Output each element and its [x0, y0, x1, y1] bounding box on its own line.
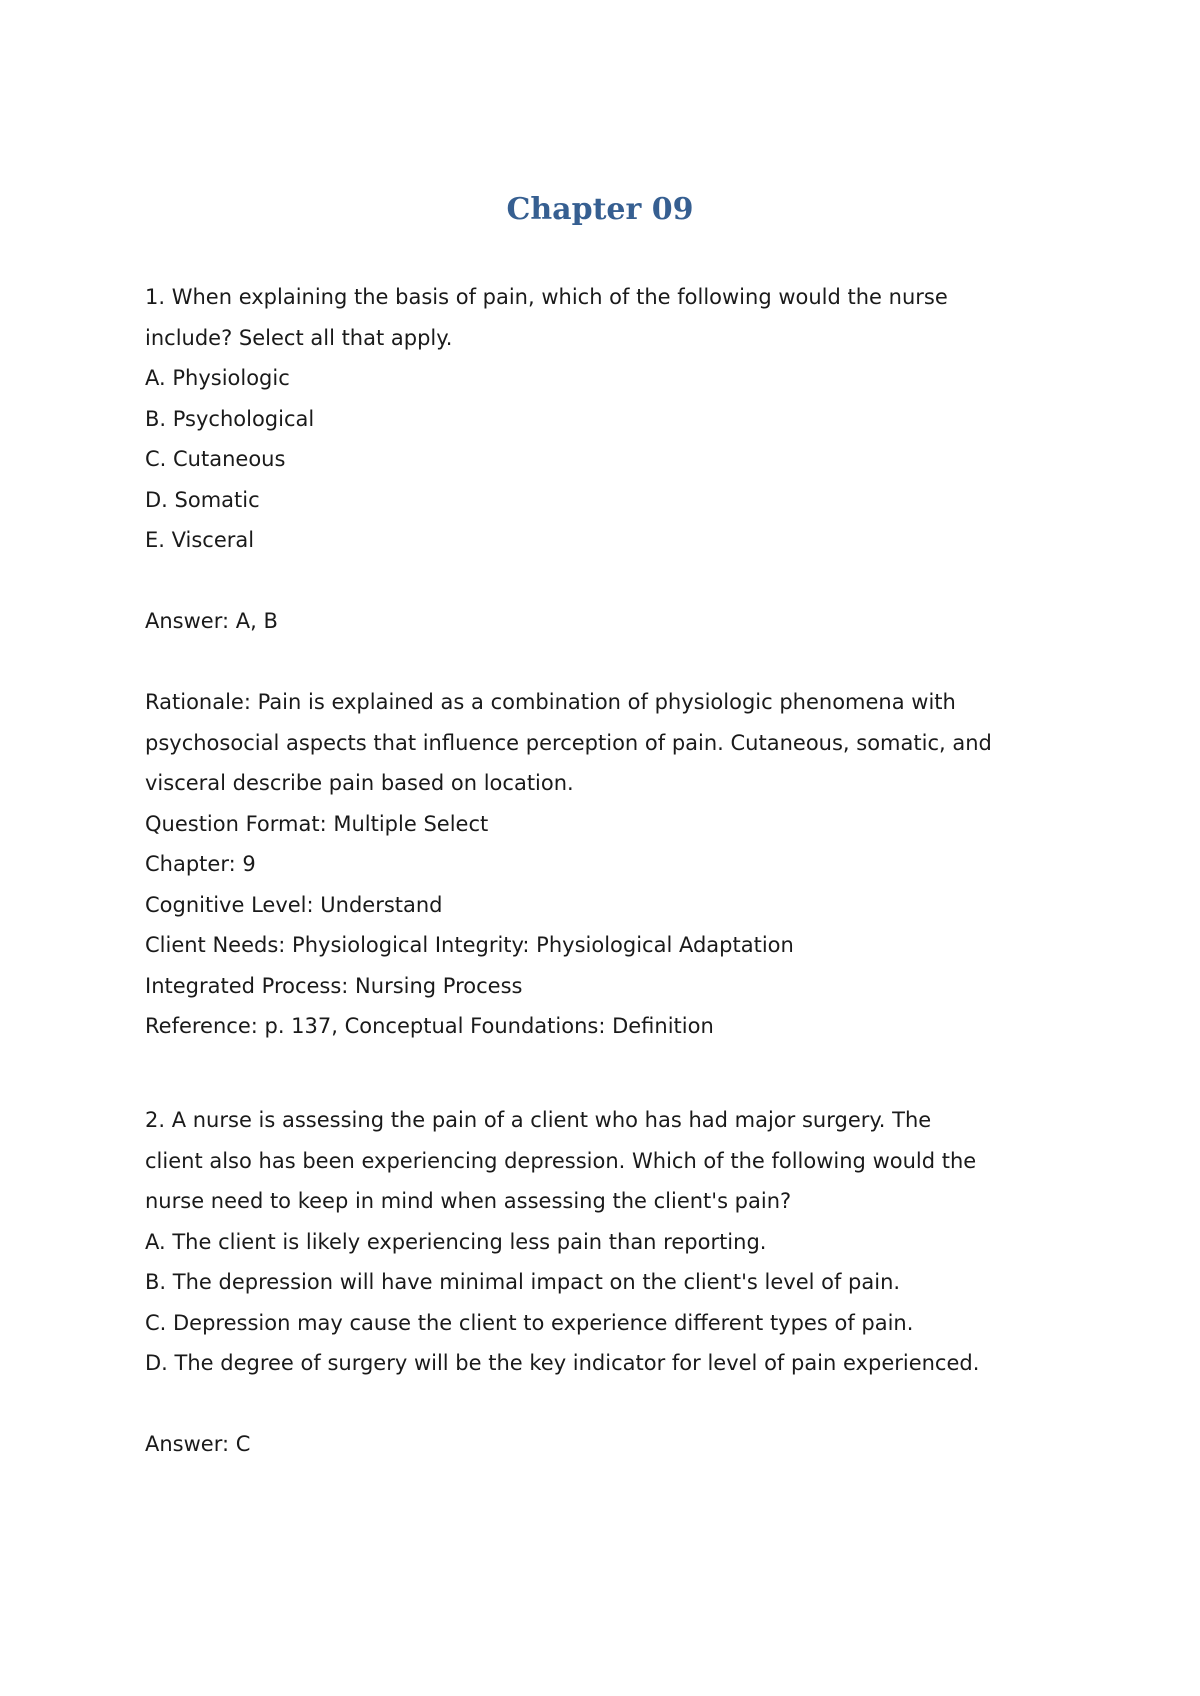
question-1-option-b: B. Psychological [145, 406, 315, 431]
question-1-option-a: A. Physiologic [145, 366, 290, 390]
question-2-option-c: C. Depression may cause the client to experience different types of pain. [145, 1310, 914, 1335]
question-1-stem-line: include? Select all that apply. [145, 325, 453, 350]
question-1-answer: Answer: A, B [145, 609, 278, 633]
question-2-option-b: B. The depression will have minimal impact on the client's level of pain. [145, 1270, 901, 1294]
question-1-rationale-line: psychosocial aspects that influence perception of pain. Cutaneous, somatic, and [145, 730, 992, 755]
question-1-option-c: C. Cutaneous [145, 447, 286, 471]
question-2-stem-line: nurse need to keep in mind when assessing the client's pain? [145, 1189, 792, 1213]
question-2-option-d: D. The degree of surgery will be the key indicator for level of pain experienced. [145, 1351, 980, 1375]
question-2 [145, 1100, 1065, 1465]
question-1-option-e: E. Visceral [145, 528, 255, 552]
question-1-format: Question Format: Multiple Select [145, 811, 489, 836]
question-1-cognitive-level: Cognitive Level: Understand [145, 892, 443, 917]
question-1 [145, 277, 1065, 1047]
question-1-client-needs: Client Needs: Physiological Integrity: Physiological Adaptation [145, 933, 794, 957]
question-1-rationale-line: visceral describe pain based on location. [145, 771, 574, 795]
question-1-stem-line: 1. When explaining the basis of pain, which of the following would the nurse [145, 285, 948, 309]
question-2-stem-line: client also has been experiencing depression. Which of the following would the [145, 1148, 977, 1173]
question-1-integrated-process: Integrated Process: Nursing Process [145, 973, 523, 998]
question-1-chapter: Chapter: 9 [145, 852, 256, 876]
question-1-option-d: D. Somatic [145, 487, 260, 512]
question-2-option-a: A. The client is likely experiencing less pain than reporting. [145, 1229, 767, 1254]
page-title: Chapter 09 [506, 192, 694, 227]
question-2-answer: Answer: C [145, 1432, 251, 1456]
question-1-rationale-line: Rationale: Pain is explained as a combination of physiologic phenomena with [145, 690, 956, 714]
question-1-reference: Reference: p. 137, Conceptual Foundations: Definition [145, 1014, 714, 1038]
question-2-stem-line: 2. A nurse is assessing the pain of a client who has had major surgery. The [145, 1108, 932, 1132]
